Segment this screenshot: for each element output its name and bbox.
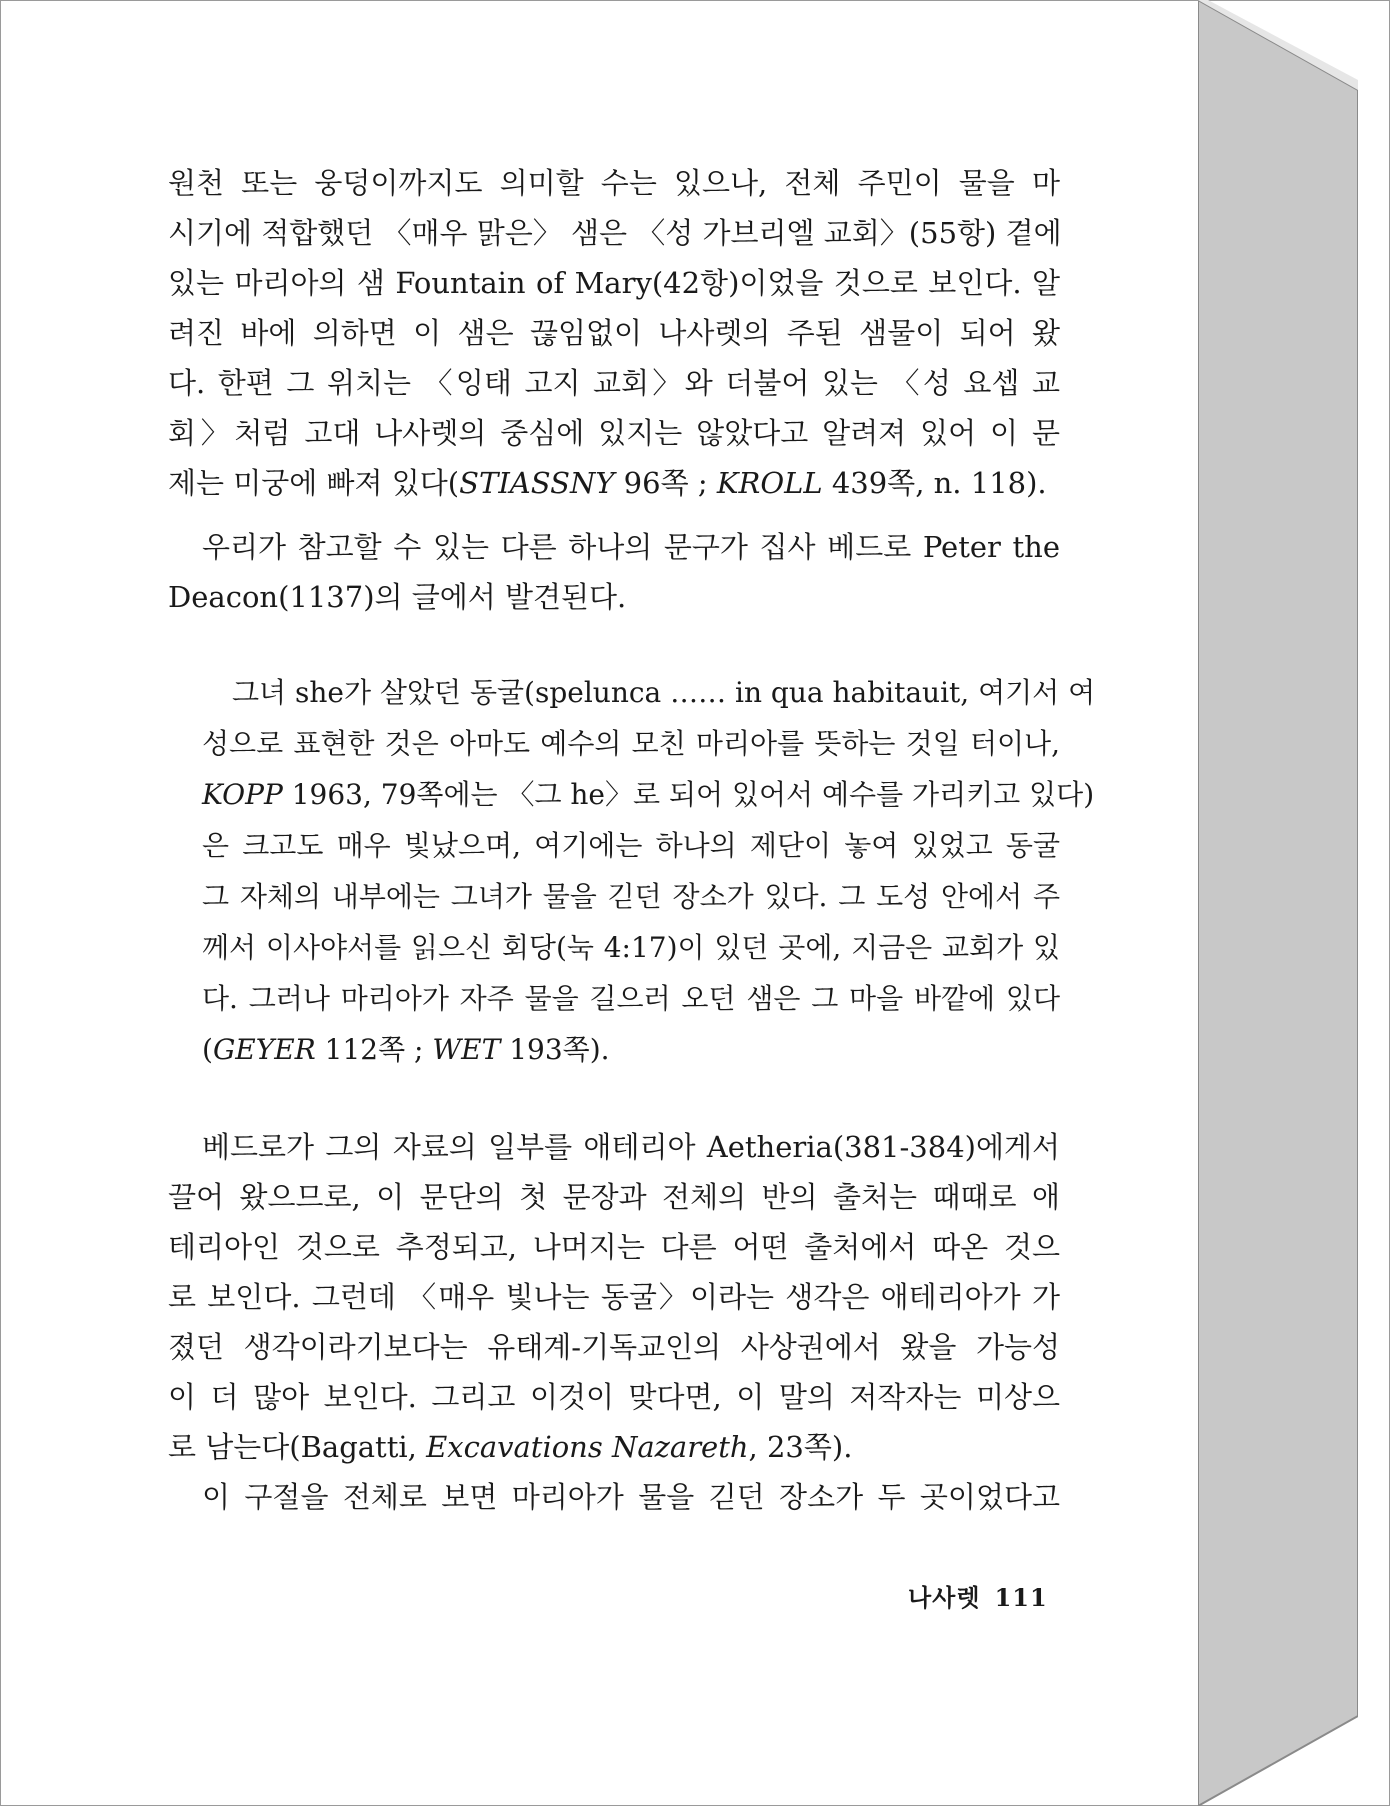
citation: Excavations Nazareth [426,1430,749,1464]
text-line: 로 보인다. 그런데 〈매우 빛나는 동굴〉이라는 생각은 애테리아가 가 [168,1280,1060,1314]
citation: WET [432,1033,501,1066]
text-line: 이 더 많아 보인다. 그리고 이것이 맞다면, 이 말의 저작자는 미상으 [168,1380,1060,1414]
text-line: 다. 그러나 마리아가 자주 물을 길으러 오던 샘은 그 마을 바깥에 있다 [202,982,1060,1015]
citation: GEYER [212,1033,316,1066]
paragraph-2 [168,522,1060,622]
page-footer [908,1578,1048,1613]
text-line: 이 구절을 전체로 보면 마리아가 물을 긷던 장소가 두 곳이었다고 [202,1480,1060,1514]
text-line: Deacon(1137)의 글에서 발견된다. [168,580,627,614]
text-line: 우리가 참고할 수 있는 다른 하나의 문구가 집사 베드로 Peter the [202,530,1060,564]
text-line: 회〉처럼 고대 나사렛의 중심에 있지는 않았다고 알려져 있어 이 문 [168,416,1060,450]
text-line: 그녀 she가 살았던 동굴(spelunca …… in qua habitauit, 여기서 여 [232,676,1096,709]
text-line: 졌던 생각이라기보다는 유태계-기독교인의 사상권에서 왔을 가능성 [168,1330,1060,1364]
text-line: 그 자체의 내부에는 그녀가 물을 긷던 장소가 있다. 그 도성 안에서 주 [202,880,1060,913]
text-line: 시기에 적합했던 〈매우 맑은〉 샘은 〈성 가브리엘 교회〉(55항) 곁에 [168,216,1062,250]
paragraph-3 [168,1122,1060,1472]
citation: KROLL [716,466,823,500]
text-line: 성으로 표현한 것은 아마도 예수의 모친 마리아를 뜻하는 것일 터이나, [202,727,1060,760]
text-line: 끌어 왔으므로, 이 문단의 첫 문장과 전체의 반의 출처는 때때로 애 [168,1180,1060,1214]
text-line: 테리아인 것으로 추정되고, 나머지는 다른 어떤 출처에서 따온 것으 [168,1230,1060,1264]
paragraph-4 [168,1472,1060,1522]
paragraph-1 [168,158,1060,508]
text-line: (GEYER 112쪽 ; WET 193쪽). [202,1033,610,1066]
text-line: 제는 미궁에 빠져 있다(STIASSNY 96쪽 ; KROLL 439쪽, n. 118). [168,466,1047,500]
book-edge [1198,0,1358,1806]
block-quote [202,667,1096,1075]
text-line: 께서 이사야서를 읽으신 회당(눅 4:17)이 있던 곳에, 지금은 교회가 있 [202,931,1060,964]
page-number: 111 [994,1583,1048,1612]
citation: STIASSNY [459,466,615,500]
text-line: 베드로가 그의 자료의 일부를 애테리아 Aetheria(381-384)에게서 [202,1130,1060,1164]
text-line: 원천 또는 웅덩이까지도 의미할 수는 있으나, 전체 주민이 물을 마 [168,166,1060,200]
text-line: KOPP 1963, 79쪽에는 〈그 he〉로 되어 있어서 예수를 가리키고 있다) [202,778,1095,811]
text-line: 려진 바에 의하면 이 샘은 끊임없이 나사렛의 주된 샘물이 되어 왔 [168,316,1060,350]
running-title: 나사렛 [908,1584,981,1612]
text-line: 있는 마리아의 샘 Fountain of Mary(42항)이었을 것으로 보인다. 알 [168,266,1060,300]
text-line: 은 크고도 매우 빛났으며, 여기에는 하나의 제단이 놓여 있었고 동굴 [202,829,1060,862]
text-line: 로 남는다(Bagatti, Excavations Nazareth, 23쪽). [168,1430,853,1464]
citation: KOPP [202,778,283,811]
text-line: 다. 한편 그 위치는 〈잉태 고지 교회〉와 더불어 있는 〈성 요셉 교 [168,366,1060,400]
